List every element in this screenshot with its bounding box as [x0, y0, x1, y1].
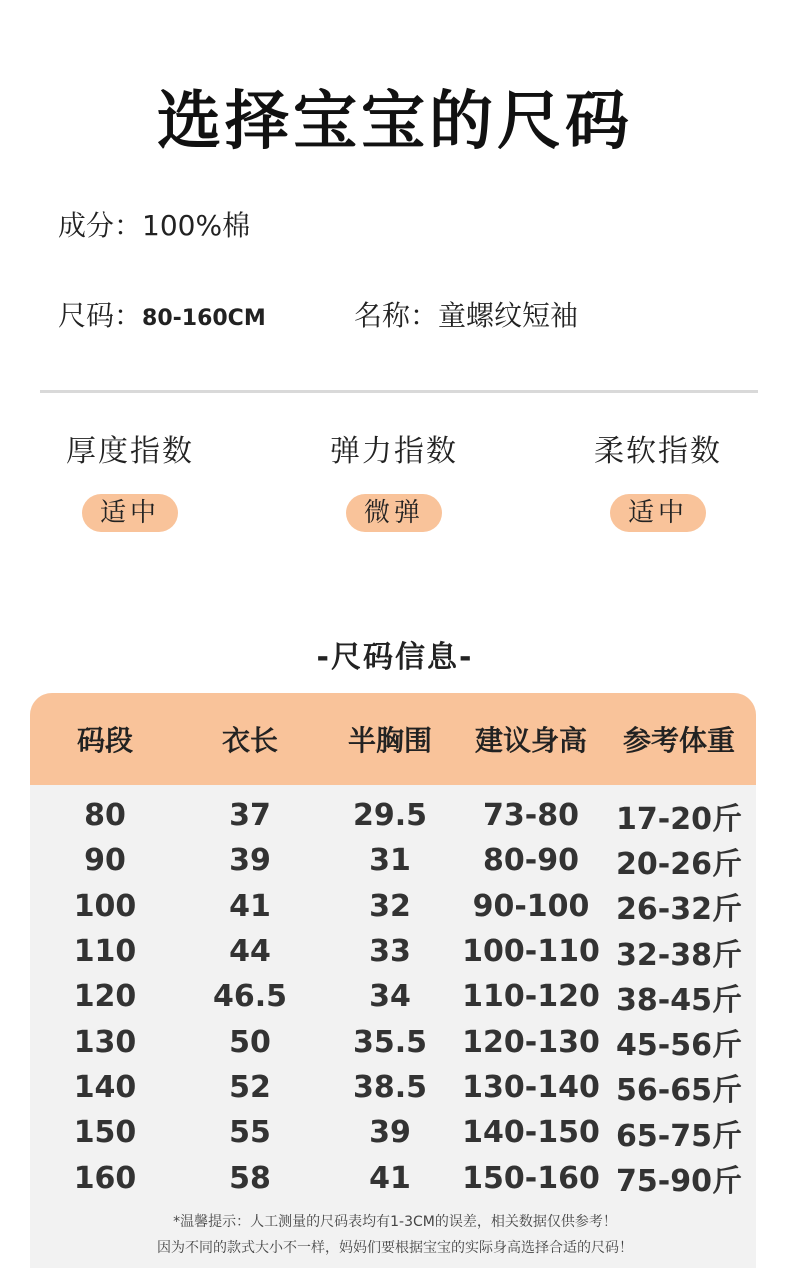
composition-label: 成分：: [58, 209, 143, 242]
cell-height: 90-100: [472, 888, 590, 924]
cell-height: 150-160: [462, 1160, 600, 1196]
note-tip: *温馨提示：人工测量的尺码表均有1-3CM的误差，相关数据仅供参考！: [173, 1214, 617, 1230]
cell-size: 150: [73, 1115, 137, 1151]
cell-weight: 26-32斤: [616, 892, 742, 928]
cell-size: 120: [73, 979, 137, 1015]
cell-length: 44: [229, 934, 271, 970]
metric-softness: [558, 432, 758, 532]
cell-height: 110-120: [462, 979, 600, 1015]
size-range-label: 尺码：: [58, 299, 143, 332]
cell-length: 37: [229, 798, 271, 834]
size-range-info: [58, 298, 266, 337]
cell-size: 130: [73, 1024, 137, 1060]
note-advice: 因为不同的款式大小不一样，妈妈们要根据宝宝的实际身高选择合适的尺码！: [157, 1240, 633, 1256]
cell-size: 90: [84, 843, 126, 879]
table-row: [30, 793, 756, 838]
cell-weight: 20-26斤: [616, 846, 742, 882]
cell-half-chest: 35.5: [352, 1024, 428, 1060]
cell-length: 55: [229, 1115, 271, 1151]
cell-half-chest: 41: [369, 1160, 411, 1196]
size-range-value: 80-160CM: [142, 306, 266, 331]
composition-info: [58, 208, 250, 244]
cell-length: 41: [229, 888, 271, 924]
table-body: [30, 785, 756, 1201]
table-row: [30, 1155, 756, 1200]
cell-weight: 38-45斤: [616, 982, 742, 1018]
metric-label: 弹力指数: [330, 434, 458, 469]
table-row: [30, 1065, 756, 1110]
table-row: [30, 884, 756, 929]
cell-weight: 75-90斤: [616, 1164, 742, 1200]
cell-length: 50: [229, 1024, 271, 1060]
metric-badge: 适中: [610, 494, 706, 532]
cell-size: 160: [73, 1160, 137, 1196]
metric-label: 厚度指数: [66, 434, 194, 469]
cell-height: 100-110: [462, 934, 600, 970]
product-name-label: 名称：: [354, 299, 439, 332]
product-name-value: 童螺纹短袖: [438, 299, 579, 332]
metric-badge: 适中: [82, 494, 178, 532]
cell-half-chest: 31: [369, 843, 411, 879]
page-title: 选择宝宝的尺码: [157, 85, 633, 159]
divider: [40, 390, 758, 393]
cell-half-chest: 38.5: [352, 1069, 428, 1105]
cell-length: 52: [229, 1069, 271, 1105]
section-title: -尺码信息-: [316, 640, 474, 675]
cell-half-chest: 39: [369, 1115, 411, 1151]
product-name-info: [354, 298, 578, 334]
cell-weight: 32-38斤: [616, 937, 742, 973]
metric-thickness: [30, 432, 230, 532]
cell-height: 73-80: [483, 798, 579, 834]
cell-height: 140-150: [462, 1115, 600, 1151]
header-weight: 参考体重: [622, 724, 735, 757]
table-row: [30, 838, 756, 883]
cell-weight: 45-56斤: [616, 1028, 742, 1064]
cell-weight: 56-65斤: [616, 1073, 742, 1109]
cell-weight: 65-75斤: [616, 1118, 742, 1154]
cell-size: 80: [84, 798, 126, 834]
composition-value: 100%棉: [142, 209, 251, 242]
cell-half-chest: 29.5: [352, 798, 428, 834]
cell-half-chest: 32: [369, 888, 411, 924]
header-height: 建议身高: [474, 724, 587, 757]
cell-height: 130-140: [462, 1069, 600, 1105]
cell-weight: 17-20斤: [616, 801, 742, 837]
cell-half-chest: 34: [369, 979, 411, 1015]
header-size: 码段: [76, 724, 133, 757]
metric-label: 柔软指数: [594, 434, 722, 469]
header-length: 衣长: [221, 724, 278, 757]
table-row: [30, 929, 756, 974]
cell-height: 120-130: [462, 1024, 600, 1060]
cell-length: 46.5: [212, 979, 288, 1015]
cell-height: 80-90: [483, 843, 579, 879]
cell-length: 58: [229, 1160, 271, 1196]
table-row: [30, 1110, 756, 1155]
table-header: [30, 693, 756, 785]
cell-length: 39: [229, 843, 271, 879]
metric-elasticity: [294, 432, 494, 532]
metric-badge: 微弹: [346, 494, 442, 532]
cell-half-chest: 33: [369, 934, 411, 970]
size-table: [30, 693, 756, 1268]
table-row: [30, 1019, 756, 1064]
cell-size: 140: [73, 1069, 137, 1105]
cell-size: 100: [73, 888, 137, 924]
header-half-chest: 半胸围: [347, 724, 432, 757]
cell-size: 110: [73, 934, 137, 970]
table-row: [30, 974, 756, 1019]
